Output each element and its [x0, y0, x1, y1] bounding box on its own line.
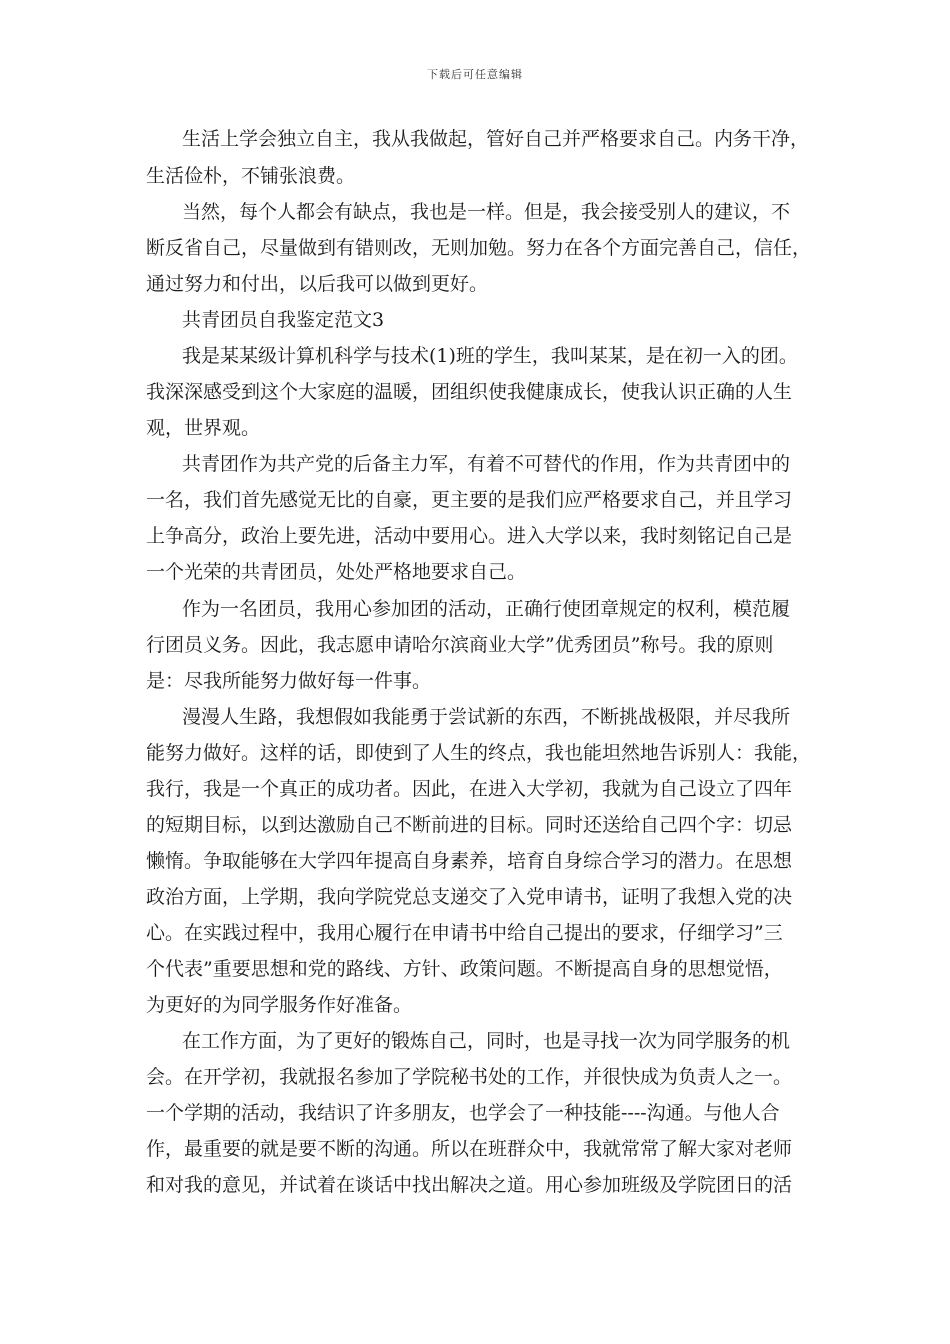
- text-line: 行团员义务。因此，我志愿申请哈尔滨商业大学”优秀团员”称号。我的原则: [146, 634, 774, 656]
- text-line: 我是某某级计算机科学与技术(1)班的学生，我叫某某，是在初一入的团。: [182, 345, 798, 367]
- text-line: 和对我的意见，并试着在谈话中找出解决之道。用心参加班级及学院团日的活: [146, 1174, 793, 1196]
- text-line: 共青团作为共产党的后备主力军，有着不可替代的作用，作为共青团中的: [182, 453, 791, 475]
- text-line: 漫漫人生路，我想假如我能勇于尝试新的东西，不断挑战极限，并尽我所: [182, 706, 791, 728]
- text-line: 通过努力和付出，以后我可以做到更好。: [146, 273, 489, 295]
- text-line: 我深深感受到这个大家庭的温暖，团组织使我健康成长，使我认识正确的人生: [146, 381, 793, 403]
- text-line: 作为一名团员，我用心参加团的活动，正确行使团章规定的权利，模范履: [182, 598, 791, 620]
- text-line: 在工作方面，为了更好的锻炼自己，同时，也是寻找一次为同学服务的机: [182, 1030, 791, 1052]
- text-line: 上争高分，政治上要先进，活动中要用心。进入大学以来，我时刻铭记自己是: [146, 525, 793, 547]
- text-line: 为更好的为同学服务作好准备。: [146, 994, 413, 1016]
- text-line: 会。在开学初，我就报名参加了学院秘书处的工作，并很快成为负责人之一。: [146, 1066, 793, 1088]
- section-title: 共青团员自我鉴定范文3: [182, 309, 385, 331]
- text-line: 生活上学会独立自主，我从我做起，管好自己并严格要求自己。内务干净，: [182, 128, 810, 150]
- text-line: 政治方面，上学期，我向学院党总支递交了入党申请书，证明了我想入党的决: [146, 886, 793, 908]
- text-line: 作，最重要的就是要不断的沟通。所以在班群众中，我就常常了解大家对老师: [146, 1138, 793, 1160]
- text-line: 观，世界观。: [146, 417, 261, 439]
- text-line: 一名，我们首先感觉无比的自豪，更主要的是我们应严格要求自己，并且学习: [146, 489, 793, 511]
- text-line: 能努力做好。这样的话，即使到了人生的终点，我也能坦然地告诉别人：我能，: [146, 742, 812, 764]
- text-line: 生活俭朴，不铺张浪费。: [146, 165, 356, 187]
- text-line: 心。在实践过程中，我用心履行在申请书中给自己提出的要求，仔细学习”三: [146, 922, 783, 944]
- text-line: 是：尽我所能努力做好每一件事。: [146, 670, 432, 692]
- text-line: 我行，我是一个真正的成功者。因此，在进入大学初，我就为自己设立了四年: [146, 778, 793, 800]
- text-line: 当然，每个人都会有缺点，我也是一样。但是，我会接受别人的建议，不: [182, 201, 791, 223]
- text-line: 个代表”重要思想和党的路线、方针、政策问题。不断提高自身的思想觉悟，: [146, 958, 783, 980]
- text-line: 一个光荣的共青团员，处处严格地要求自己。: [146, 561, 527, 583]
- text-line: 的短期目标，以到达激励自己不断前进的目标。同时还送给自己四个字：切忌: [146, 814, 793, 836]
- text-line: 一个学期的活动，我结识了许多朋友，也学会了一种技能----沟通。与他人合: [146, 1102, 780, 1124]
- text-line: 懒惰。争取能够在大学四年提高自身素养，培育自身综合学习的潜力。在思想: [146, 850, 793, 872]
- page-header: 下载后可任意编辑: [427, 68, 523, 81]
- text-line: 断反省自己，尽量做到有错则改，无则加勉。努力在各个方面完善自己，信任，: [146, 237, 812, 259]
